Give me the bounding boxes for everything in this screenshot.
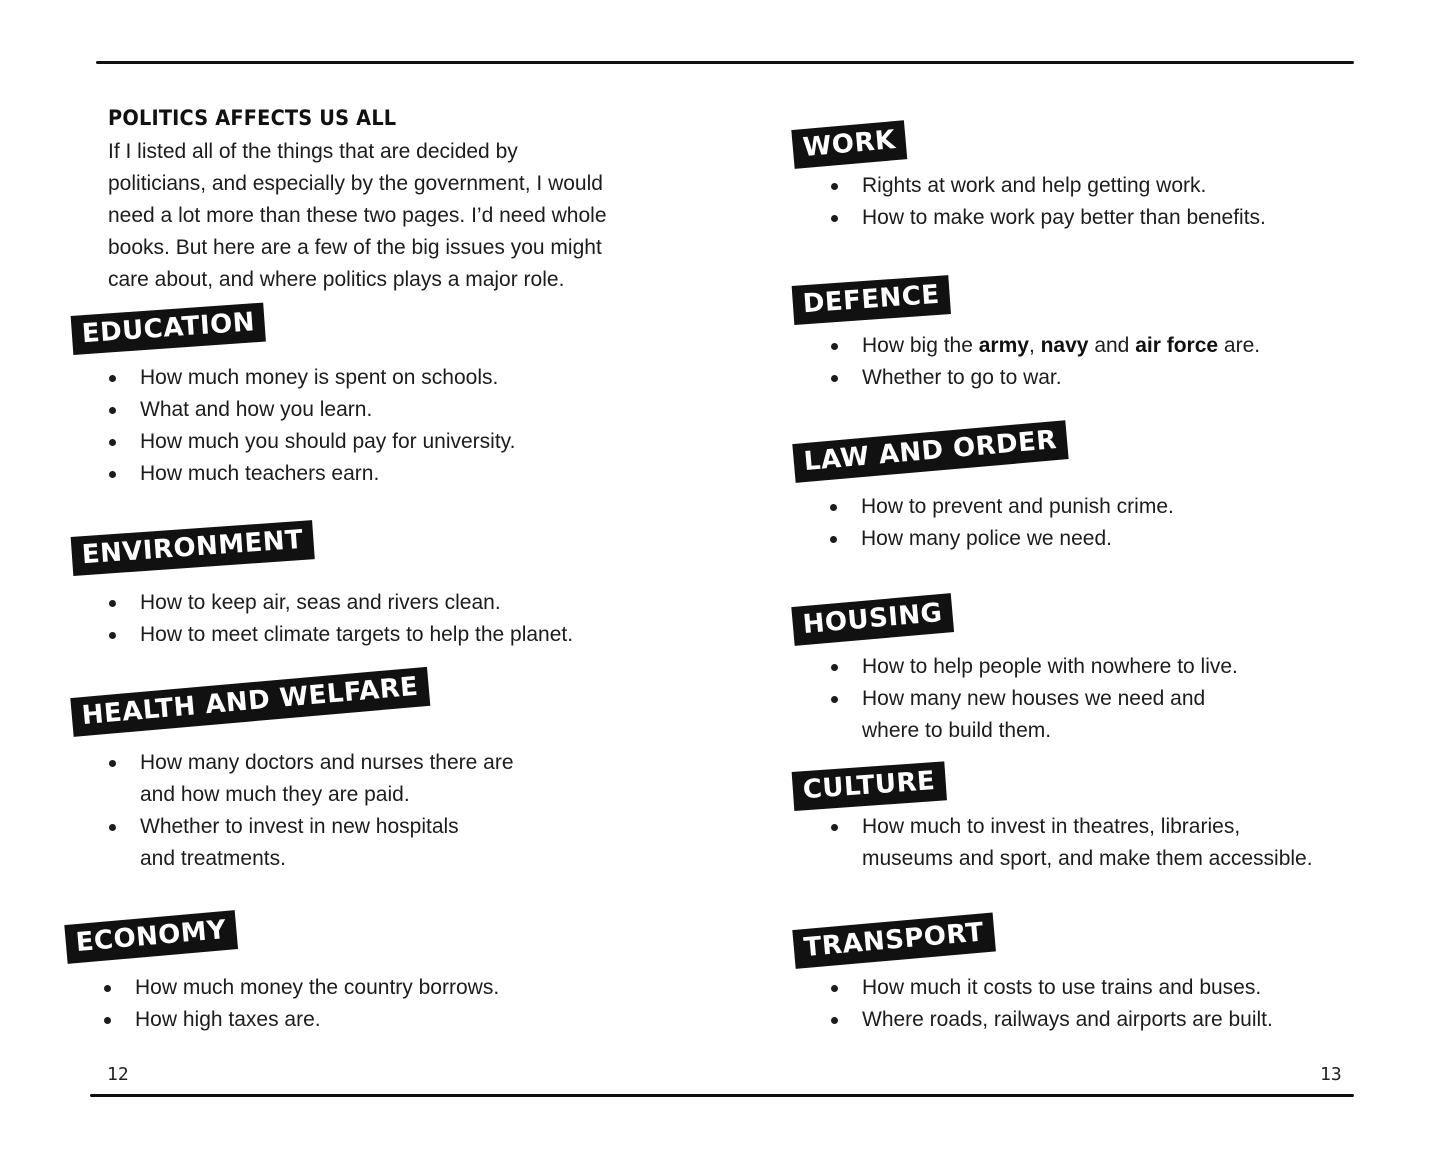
- list-item: How high taxes are.: [103, 1004, 499, 1036]
- list-item-line: How many doctors and nurses there are: [140, 751, 514, 774]
- intro-line: If I listed all of the things that are decided by: [108, 140, 518, 163]
- work-tag: WORK: [791, 120, 907, 169]
- list-item-line: Whether to invest in new hospitals: [140, 815, 459, 838]
- education-tag: EDUCATION: [71, 303, 267, 355]
- list-item: [108, 747, 514, 811]
- environment-section: [72, 524, 314, 576]
- intro-line: care about, and where politics plays a major role.: [108, 268, 565, 291]
- education-section: [72, 307, 265, 355]
- list-item: [108, 811, 514, 875]
- housing-tag: HOUSING: [791, 593, 954, 646]
- list-item: How much money the country borrows.: [103, 972, 499, 1004]
- list-item: How much it costs to use trains and buses.: [830, 972, 1273, 1004]
- transport-tag: TRANSPORT: [792, 913, 995, 969]
- intro-paragraph: [108, 136, 668, 296]
- list-item: How many police we need.: [829, 523, 1174, 555]
- air-force-term: air force: [1135, 334, 1219, 357]
- list-item: Where roads, railways and airports are built.: [830, 1004, 1273, 1036]
- text-segment: and: [1088, 334, 1136, 357]
- list-item: Whether to go to war.: [830, 362, 1260, 394]
- education-list: [108, 362, 515, 490]
- navy-term: navy: [1040, 334, 1089, 357]
- list-item-line: where to build them.: [862, 719, 1052, 742]
- list-item: How much teachers earn.: [108, 458, 515, 490]
- list-item-line: and how much they are paid.: [140, 783, 410, 806]
- intro-line: books. But here are a few of the big issues you might: [108, 236, 602, 259]
- list-item-line: and treatments.: [140, 847, 286, 870]
- housing-list: [830, 651, 1238, 747]
- defence-section: [793, 279, 950, 325]
- work-section: [793, 125, 906, 169]
- list-item: How to keep air, seas and rivers clean.: [108, 587, 573, 619]
- page-number-right: 13: [1320, 1064, 1342, 1085]
- intro-line: politicians, and especially by the government, I would: [108, 172, 603, 195]
- page-number-left: 12: [107, 1064, 129, 1085]
- economy-list: [103, 972, 499, 1036]
- health-tag: HEALTH AND WELFARE: [70, 667, 430, 737]
- economy-section: [66, 915, 237, 964]
- culture-list: [830, 811, 1313, 875]
- transport-list: [830, 972, 1273, 1036]
- list-item: How to meet climate targets to help the planet.: [108, 619, 573, 651]
- environment-list: [108, 587, 573, 651]
- health-list: [108, 747, 514, 875]
- list-item: What and how you learn.: [108, 394, 515, 426]
- list-item: [830, 811, 1313, 875]
- army-term: army: [978, 334, 1029, 357]
- law-list: [829, 491, 1174, 555]
- culture-tag: CULTURE: [792, 761, 947, 811]
- list-item: How to help people with nowhere to live.: [830, 651, 1238, 683]
- defence-list: [830, 330, 1260, 394]
- intro-block: [108, 106, 668, 296]
- culture-section: [793, 766, 946, 811]
- bottom-rule: [90, 1094, 1354, 1097]
- list-item: How to prevent and punish crime.: [829, 491, 1174, 523]
- list-item-line: How much to invest in theatres, libraries,: [862, 815, 1241, 838]
- intro-line: need a lot more than these two pages. I’d need whole: [108, 204, 607, 227]
- list-item: How to make work pay better than benefits.: [830, 202, 1266, 234]
- law-tag: LAW AND ORDER: [792, 420, 1068, 483]
- defence-tag: DEFENCE: [792, 275, 951, 325]
- list-item: [830, 683, 1238, 747]
- transport-section: [794, 917, 995, 969]
- list-item-line: museums and sport, and make them accessible.: [862, 847, 1313, 870]
- top-rule: [96, 61, 1354, 64]
- list-item: How much money is spent on schools.: [108, 362, 515, 394]
- list-item: How much you should pay for university.: [108, 426, 515, 458]
- text-segment: How big the: [862, 334, 979, 357]
- list-item: [830, 330, 1260, 362]
- health-section: [72, 671, 430, 737]
- list-item-line: How many new houses we need and: [862, 687, 1206, 710]
- text-segment: are.: [1218, 334, 1261, 357]
- law-section: [794, 425, 1068, 483]
- economy-tag: ECONOMY: [64, 910, 238, 964]
- list-item: Rights at work and help getting work.: [830, 170, 1266, 202]
- intro-heading: POLITICS AFFECTS US ALL: [108, 106, 397, 130]
- work-list: [830, 170, 1266, 234]
- text-segment: ,: [1028, 334, 1041, 357]
- environment-tag: ENVIRONMENT: [71, 520, 315, 576]
- housing-section: [793, 597, 953, 646]
